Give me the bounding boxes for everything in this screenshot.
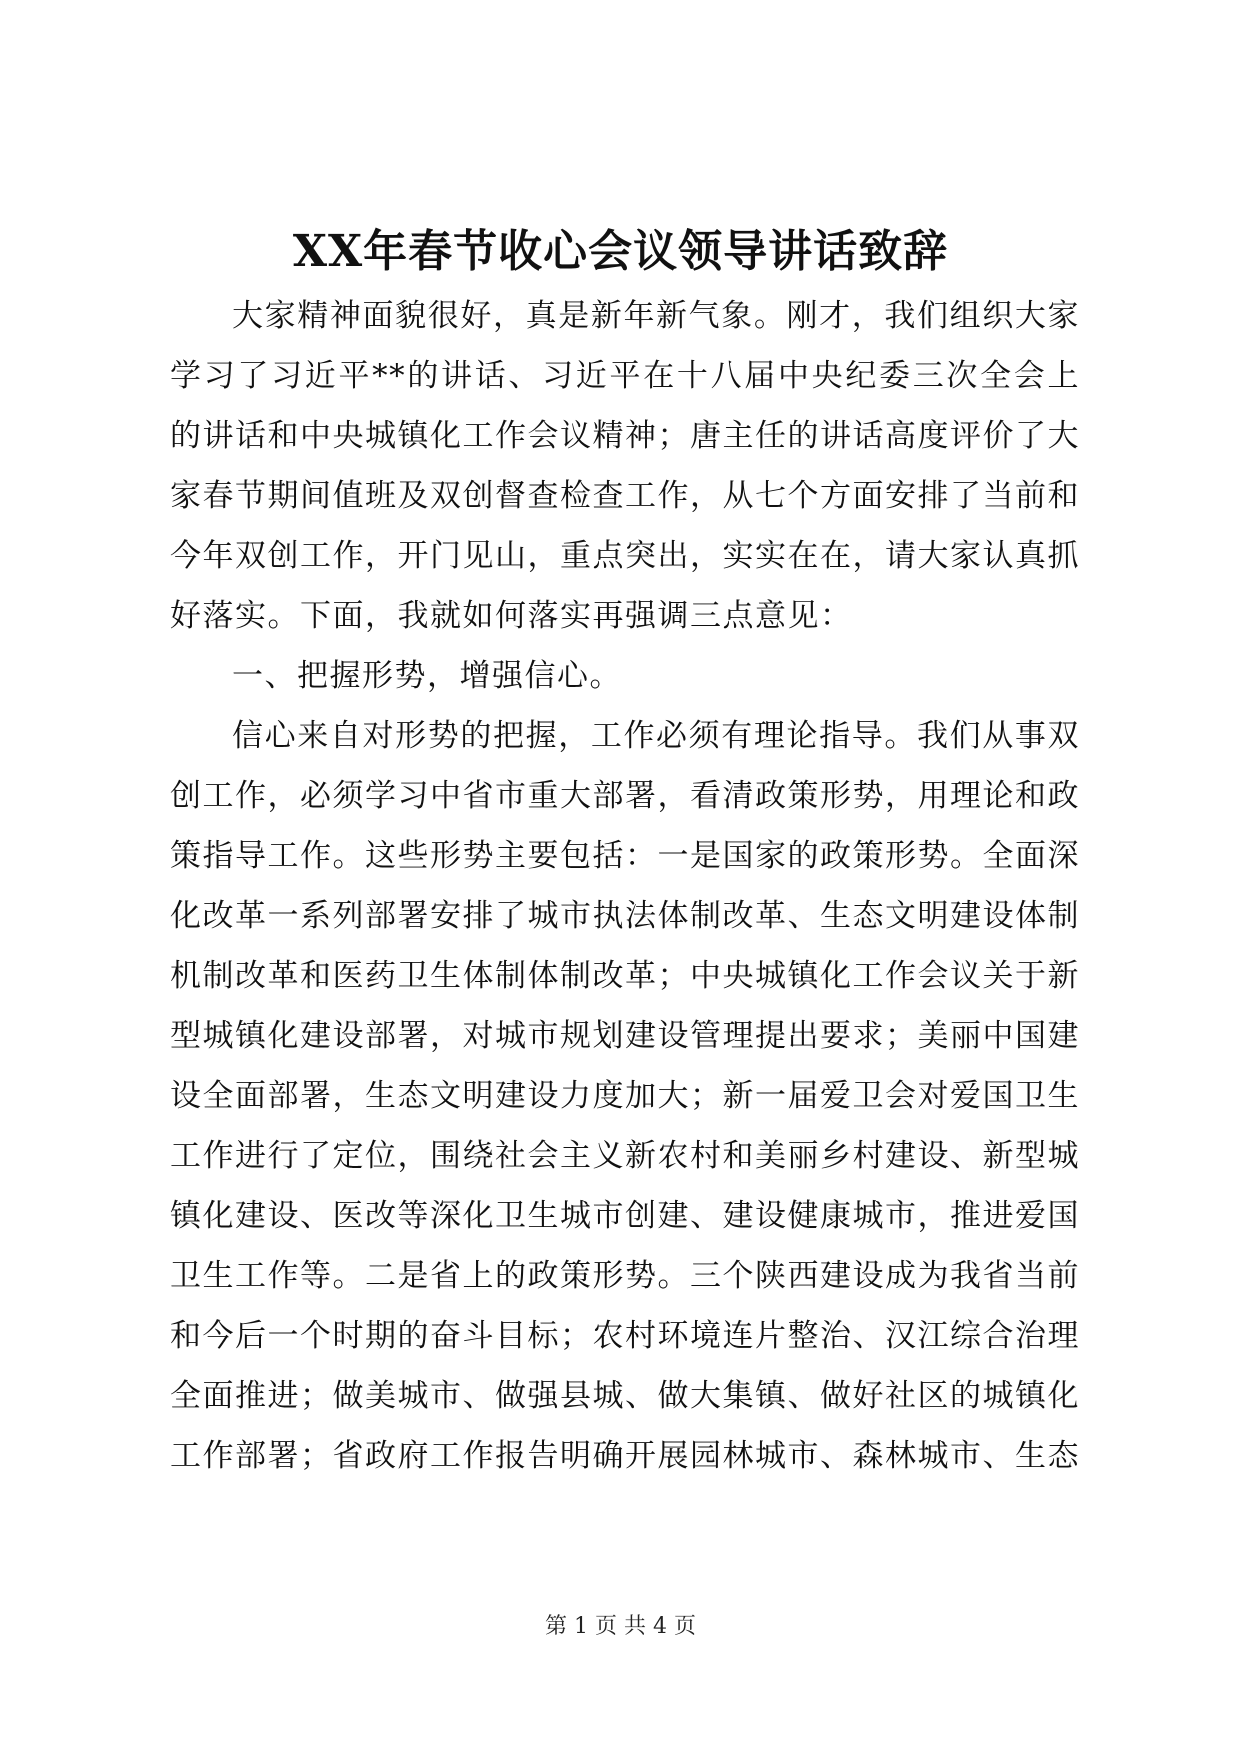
section-heading-1: 一、把握形势，增强信心。	[232, 658, 622, 694]
page-footer: 第 1 页 共 4 页	[545, 1614, 696, 1639]
paragraph-situation: 信心来自对形势的把握，工作必须有理论指导。我们从事双创工作，必须学习中省市重大部署，看清政策形势，用理论和政策指导工作。这些形势主要包括：一是国家的政策形势。全面深化改革一系列部署安排了城市执法体制改革、生态文明建设体制机制改革和医药卫生体制体制改革；中央城镇化工作会议关于新型城镇化建设部署，对城市规划建设管理提出要求；美丽中国建设全面部署，生态文明建设力度加大；新一届爱卫会对爱国卫生工作进行了定位，围绕社会主义新农村和美丽乡村建设、新型城镇化建设、医改等深化卫生城市创建、建设健康城市，推进爱国卫生工作等。二是省上的政策形势。三个陕西建设成为我省当前和今后一个时期的奋斗目标；农村环境连片整治、汉江综合治理全面推进；做美城市、做强县城、做大集镇、做好社区的城镇化工作部署；省政府工作报告明确开展园林城市、森林城市、生态	[170, 718, 1080, 1474]
paragraph-intro: 大家精神面貌很好，真是新年新气象。刚才，我们组织大家学习了习近平**的讲话、习近平在十八届中央纪委三次全会上的讲话和中央城镇化工作会议精神；唐主任的讲话高度评价了大家春节期间值班及双创督查检查工作，从七个方面安排了当前和今年双创工作，开门见山，重点突出，实实在在，请大家认真抓好落实。下面，我就如何落实再强调三点意见：	[170, 298, 1080, 634]
document-body	[170, 286, 1080, 1486]
document-title: XX年春节收心会议领导讲话致辞	[292, 226, 949, 277]
